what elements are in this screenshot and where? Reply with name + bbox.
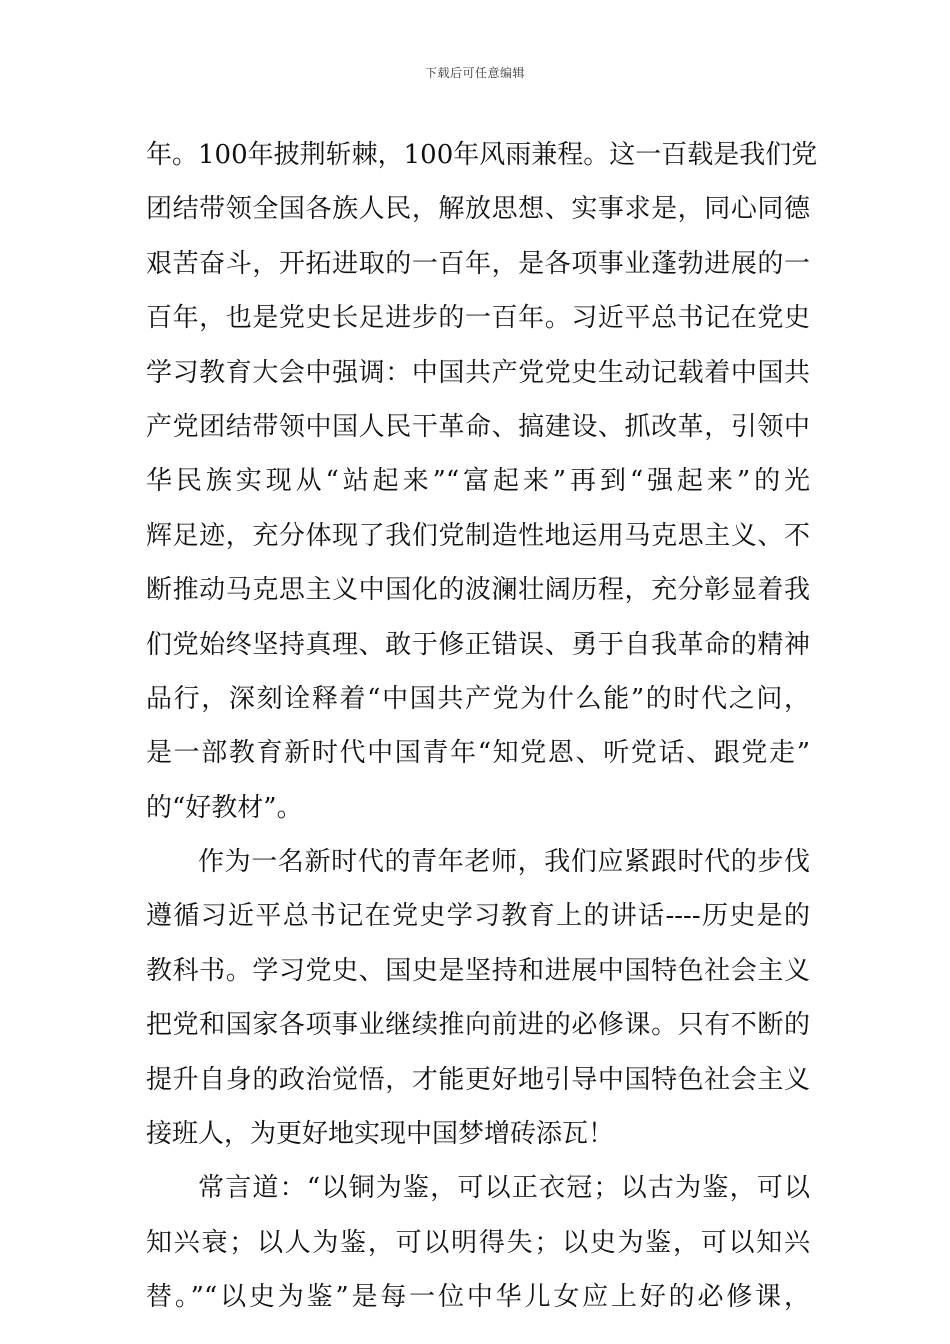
paragraph-1 bbox=[146, 128, 818, 835]
text-line: 知兴衰；以人为鉴，可以明得失；以史为鉴，可以知兴 bbox=[146, 1227, 810, 1258]
text-line: 提升自身的政治觉悟，才能更好地引导中国特色社会主义 bbox=[146, 1064, 810, 1095]
paragraph-2 bbox=[146, 835, 810, 1161]
text-line: 团结带领全国各族人民，解放思想、实事求是，同心同德 bbox=[146, 194, 810, 225]
text-line: 百年，也是党史长足进步的一百年。习近平总书记在党史 bbox=[146, 303, 810, 334]
text-line: 替。”“以史为鉴”是每一位中华儿女应上好的必修课， bbox=[146, 1282, 810, 1313]
document-body bbox=[146, 128, 818, 1325]
text-line: 教科书。学习党史、国史是坚持和进展中国特色社会主义 bbox=[146, 955, 810, 986]
text-line: 们党始终坚持真理、敢于修正错误、勇于自我革命的精神 bbox=[146, 629, 810, 660]
text-line: 品行，深刻诠释着“中国共产党为什么能”的时代之问， bbox=[146, 683, 810, 714]
text-line: 年。100年披荆斩棘，100年风雨兼程。这一百载是我们党 bbox=[146, 140, 818, 170]
text-line: 常言道：“以铜为鉴，可以正衣冠；以古为鉴，可以 bbox=[198, 1173, 810, 1204]
text-line: 辉足迹，充分体现了我们党制造性地运用马克思主义、不 bbox=[146, 520, 810, 551]
text-line: 断推动马克思主义中国化的波澜壮阔历程，充分彰显着我 bbox=[146, 575, 810, 606]
text-line: 把党和国家各项事业继续推向前进的必修课。只有不断的 bbox=[146, 1010, 810, 1041]
paragraph-3 bbox=[146, 1161, 810, 1324]
text-line: 作为一名新时代的青年老师，我们应紧跟时代的步伐 bbox=[198, 847, 810, 878]
text-line: 遵循习近平总书记在党史学习教育上的讲话----历史是的 bbox=[146, 901, 810, 932]
text-line: 接班人，为更好地实现中国梦增砖添瓦！ bbox=[146, 1119, 615, 1150]
text-line: 的“好教材”。 bbox=[146, 792, 303, 823]
text-line: 产党团结带领中国人民干革命、搞建设、抓改革，引领中 bbox=[146, 411, 810, 442]
text-line: 艰苦奋斗，开拓进取的一百年，是各项事业蓬勃进展的一 bbox=[146, 248, 810, 279]
page-header: 下载后可任意编辑 bbox=[424, 66, 525, 80]
text-line: 华民族实现从“站起来”“富起来”再到“强起来”的光 bbox=[146, 466, 810, 497]
text-line: 是一部教育新时代中国青年“知党恩、听党话、跟党走” bbox=[146, 738, 810, 769]
text-line: 学习教育大会中强调：中国共产党党史生动记载着中国共 bbox=[146, 357, 810, 388]
